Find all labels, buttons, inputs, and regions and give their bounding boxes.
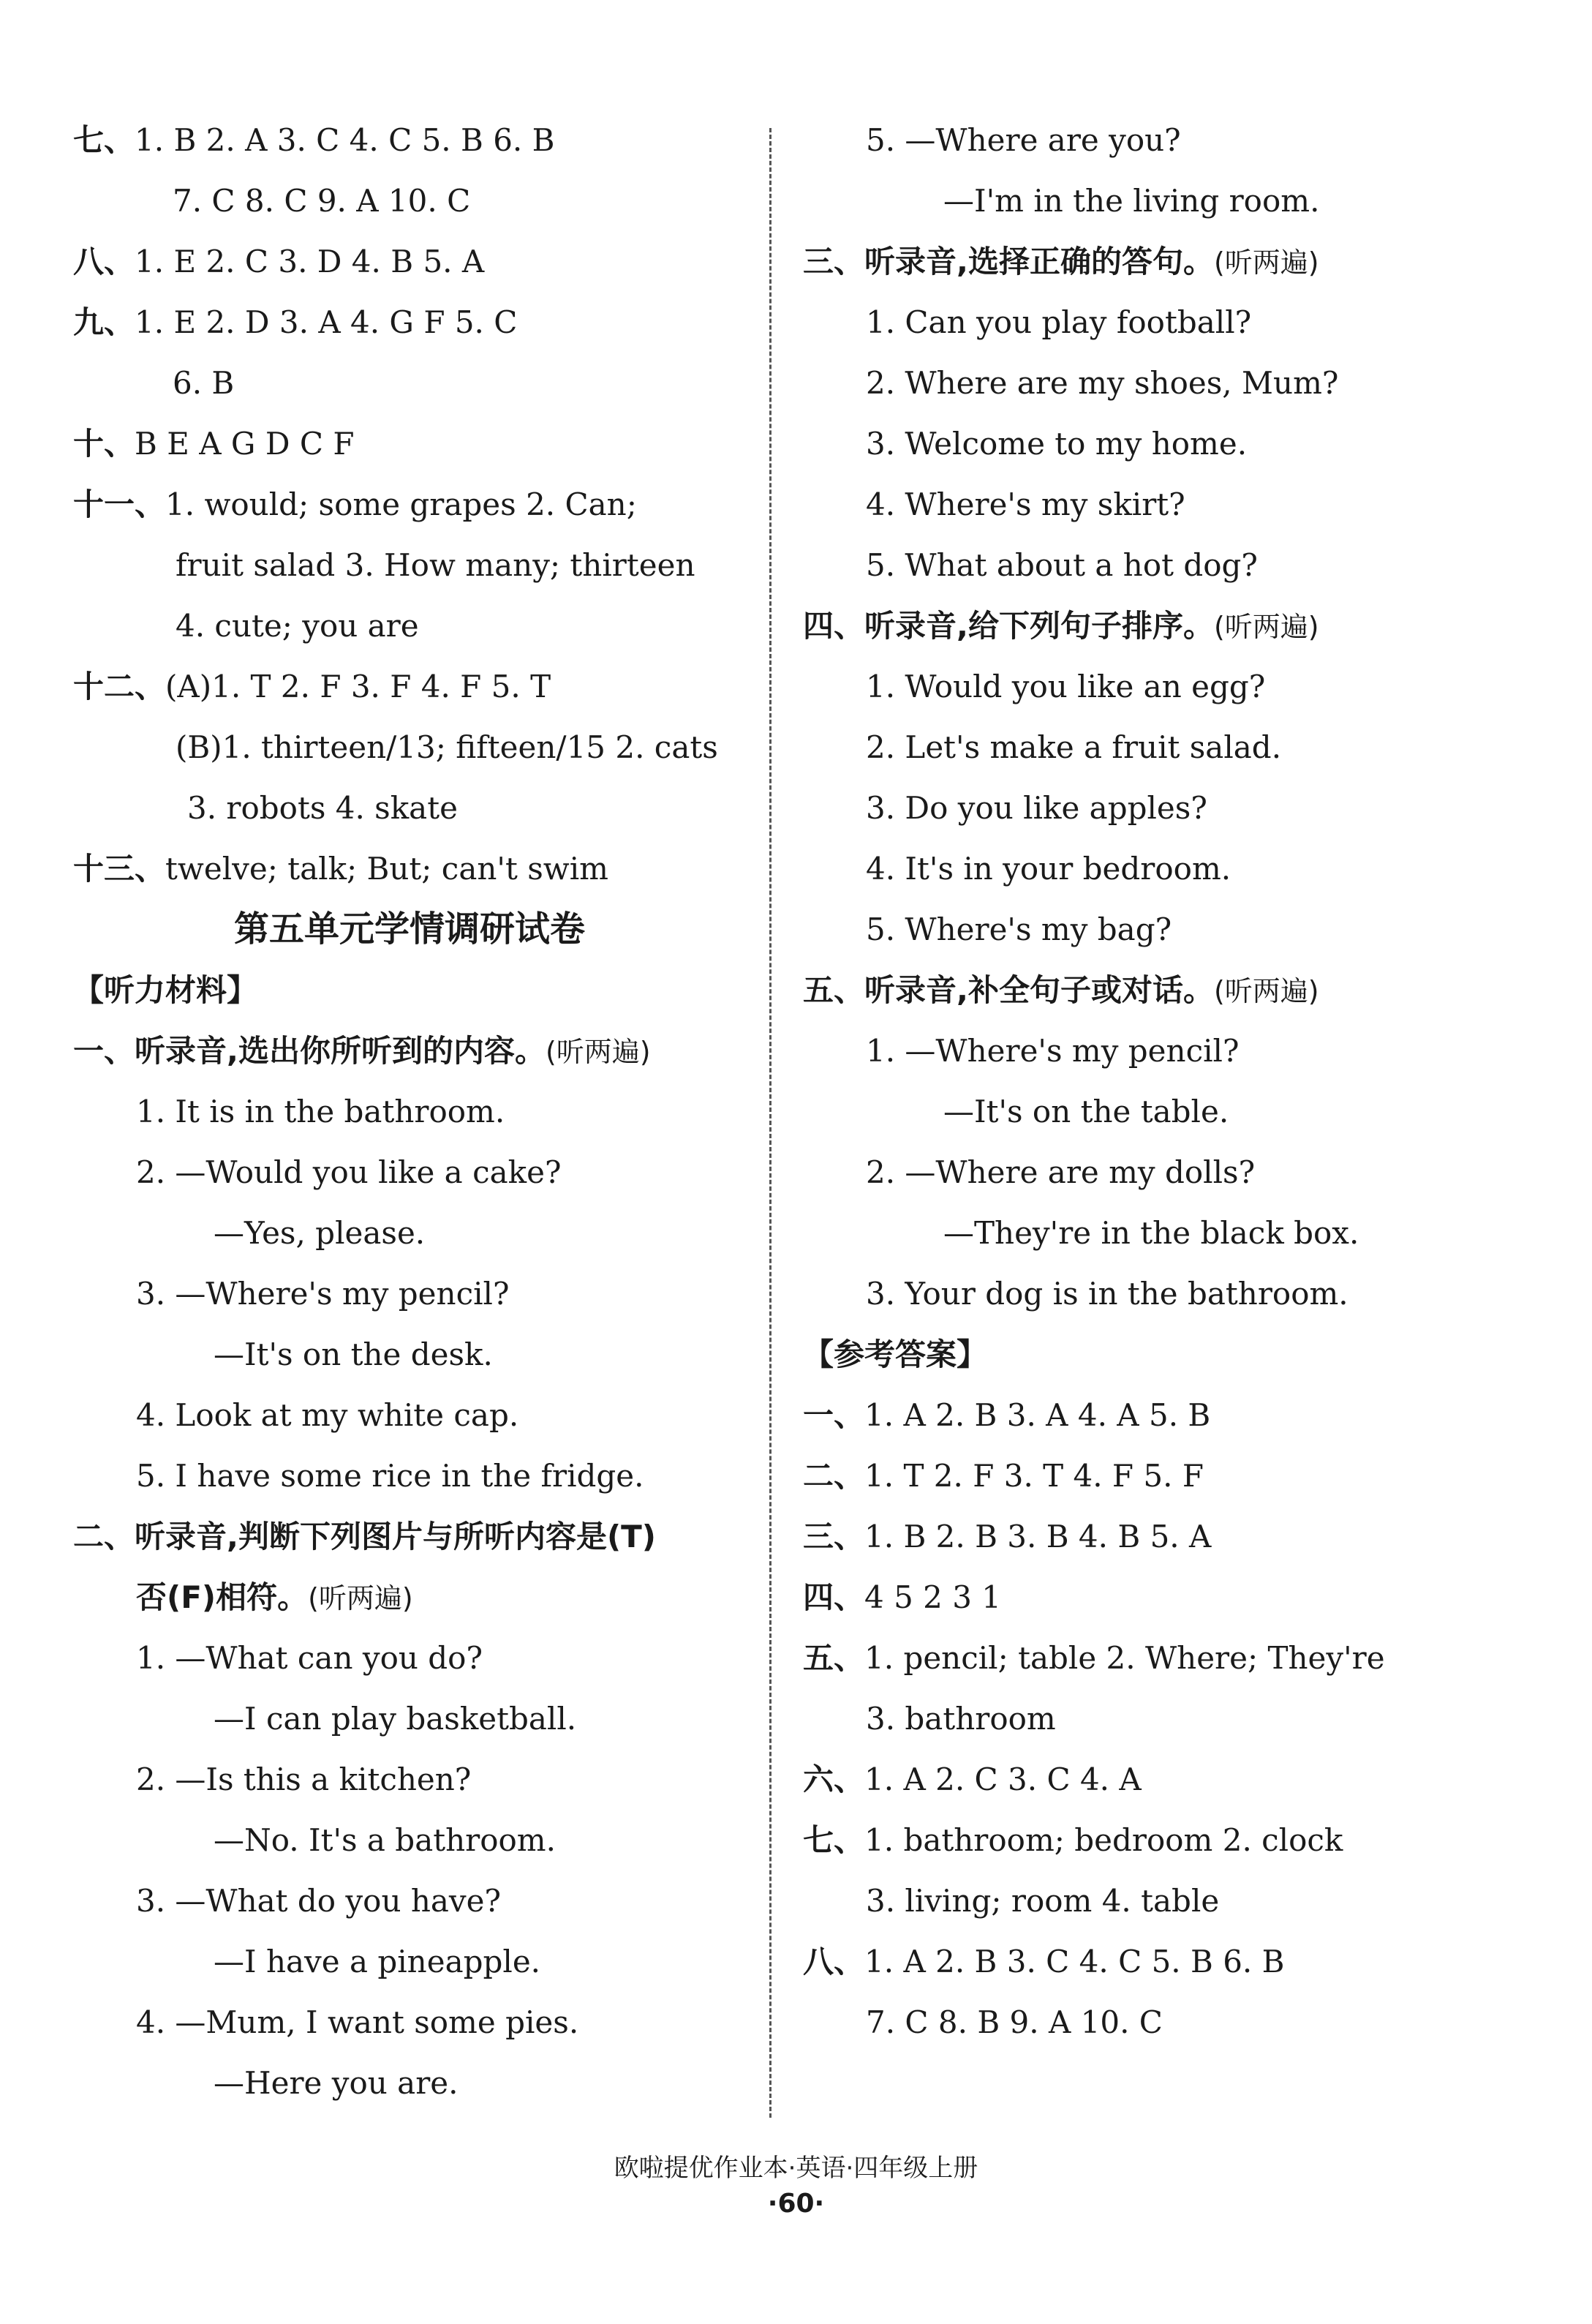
answer-line (73, 170, 746, 231)
section-2-item-text: —Here you are. (214, 2065, 459, 2101)
answer-number: 二、 (803, 1458, 865, 1494)
answer-text: 4 5 2 3 1 (864, 1579, 1002, 1615)
section-1-item-line (73, 1142, 746, 1203)
answer-text: (B)1. thirteen/13; fifteen/15 2. cats (176, 729, 718, 765)
section-1-note: (听两遍) (545, 1036, 651, 1068)
section-2-title-line-1: 二、听录音,判断下列图片与所听内容是(T) (73, 1519, 656, 1554)
answers-label: 【参考答案】 (803, 1336, 988, 1372)
section-4-title-text: 四、听录音,给下列句子排序。 (803, 608, 1214, 644)
answer-number: 十三、 (73, 851, 166, 887)
answer-text: 3. bathroom (866, 1701, 1056, 1737)
answer-number: 四、 (803, 1579, 865, 1615)
answer-line (73, 717, 746, 778)
section-5-item-text: —They're in the black box. (943, 1215, 1359, 1251)
section-2-item-line (73, 1992, 746, 2053)
answer-text: 1. A 2. C 3. C 4. A (864, 1761, 1142, 1797)
answer-line (73, 474, 746, 535)
section-1-item-text: —Yes, please. (214, 1215, 426, 1251)
answer-text: 1. bathroom; bedroom 2. clock (864, 1822, 1343, 1858)
section-2-item-text: 3. —What do you have? (136, 1883, 502, 1919)
section-2-item-line (73, 2053, 746, 2113)
listening-label: 【听力材料】 (73, 972, 258, 1008)
section-3-title-text: 三、听录音,选择正确的答句。 (803, 244, 1214, 279)
section-2-note: (听两遍) (308, 1582, 413, 1614)
section-5-item-text: 3. Your dog is in the bathroom. (866, 1276, 1348, 1312)
section-3-title (803, 231, 1520, 292)
section-1-item-line (73, 1324, 746, 1385)
answer-text: 7. C 8. C 9. A 10. C (173, 183, 471, 219)
section-4-item-text: 5. Where's my bag? (866, 911, 1172, 947)
section-1-item-line (73, 1081, 746, 1142)
section-5-item-text: 1. —Where's my pencil? (866, 1033, 1240, 1069)
answer-text: 3. robots 4. skate (187, 790, 458, 826)
answer-text: 4. cute; you are (176, 608, 419, 644)
section-5-item-text: 2. —Where are my dolls? (866, 1154, 1256, 1190)
unit-heading: 第五单元学情调研试卷 (233, 909, 585, 949)
section-3-item-text: 1. Can you play football? (866, 304, 1252, 340)
answer-text: 3. living; room 4. table (866, 1883, 1220, 1919)
answer-line (73, 413, 746, 474)
section-2-item-text: —I'm in the living room. (943, 183, 1320, 219)
answer-number: 五、 (803, 1640, 865, 1676)
section-5-title-text: 五、听录音,补全句子或对话。 (803, 972, 1214, 1008)
section-1-item-text: 2. —Would you like a cake? (136, 1154, 562, 1190)
section-1-item-text: 3. —Where's my pencil? (136, 1276, 510, 1312)
section-1-item-line (73, 1445, 746, 1506)
answer-number: 十二、 (73, 669, 166, 704)
answer-line (803, 1506, 1520, 1567)
answer-number: 七、 (73, 122, 135, 158)
section-2-item-text: —I can play basketball. (214, 1701, 577, 1737)
section-4-note: (听两遍) (1213, 611, 1319, 643)
section-3-item-line (803, 413, 1520, 474)
answer-text: 1. E 2. C 3. D 4. B 5. A (135, 244, 485, 279)
section-2-item-line (73, 1749, 746, 1810)
section-5-item-text: —It's on the table. (943, 1094, 1229, 1129)
answer-line (803, 1628, 1520, 1688)
answer-line (73, 292, 746, 353)
answer-line (73, 231, 746, 292)
answer-number: 十一、 (73, 486, 166, 522)
answer-text: 1. T 2. F 3. T 4. F 5. F (864, 1458, 1204, 1494)
answer-line (73, 656, 746, 717)
section-2-items (73, 1628, 746, 2113)
answer-line (73, 778, 746, 838)
answer-number: 三、 (803, 1519, 865, 1554)
section-2-item-text: —No. It's a bathroom. (214, 1822, 556, 1858)
section-2-item-line (803, 170, 1520, 231)
column-divider (769, 128, 772, 2118)
section-4-item-text: 4. It's in your bedroom. (866, 851, 1231, 887)
section-4-item-line (803, 899, 1520, 960)
section-5-item-line (803, 1020, 1520, 1081)
answer-line (803, 1810, 1520, 1870)
section-4-items (803, 656, 1520, 960)
answer-text: (A)1. T 2. F 3. F 4. F 5. T (165, 669, 551, 704)
answer-line (803, 1870, 1520, 1931)
section-1-title (73, 1020, 746, 1081)
section-1-item-text: 5. I have some rice in the fridge. (136, 1458, 644, 1494)
answer-text: B E A G D C F (135, 426, 355, 462)
section-3-note: (听两遍) (1213, 247, 1319, 279)
section-5-item-line (803, 1263, 1520, 1324)
section-1-item-text: 1. It is in the bathroom. (136, 1094, 505, 1129)
section-3-item-line (803, 292, 1520, 353)
answer-text: 1. E 2. D 3. A 4. G F 5. C (135, 304, 518, 340)
answer-text: twelve; talk; But; can't swim (165, 851, 608, 887)
answer-line (803, 1931, 1520, 1992)
section-2-item-text: 5. —Where are you? (866, 122, 1181, 158)
left-column (73, 110, 746, 2113)
section-2-title (73, 1506, 746, 1567)
answer-text: 1. B 2. A 3. C 4. C 5. B 6. B (135, 122, 555, 158)
section-5-note: (听两遍) (1213, 975, 1319, 1007)
answer-line (73, 838, 746, 899)
section-1-item-text: —It's on the desk. (214, 1336, 493, 1372)
section-4-title (803, 595, 1520, 656)
section-1-item-text: 4. Look at my white cap. (136, 1397, 519, 1433)
section-4-item-line (803, 778, 1520, 838)
answer-number: 八、 (803, 1944, 865, 1979)
section-2-item-line (803, 110, 1520, 170)
section-3-item-line (803, 353, 1520, 413)
section-2-item-text: —I have a pineapple. (214, 1944, 541, 1979)
section-2-item-line (73, 1870, 746, 1931)
answer-text: 6. B (173, 365, 235, 401)
section-4-item-line (803, 838, 1520, 899)
answer-text: 1. B 2. B 3. B 4. B 5. A (864, 1519, 1212, 1554)
answer-line (73, 535, 746, 595)
book-title: 欧啦提优作业本·英语·四年级上册 (614, 2154, 978, 2183)
section-3-item-text: 2. Where are my shoes, Mum? (866, 365, 1339, 401)
section-5-item-line (803, 1081, 1520, 1142)
page-footer (0, 2151, 1592, 2222)
section-5-item-line (803, 1142, 1520, 1203)
section-5-title (803, 960, 1520, 1020)
answer-number: 一、 (803, 1397, 865, 1433)
answer-text: 1. pencil; table 2. Where; They're (864, 1640, 1385, 1676)
section-3-item-line (803, 474, 1520, 535)
section-2-item-text: 2. —Is this a kitchen? (136, 1761, 472, 1797)
answer-line (73, 110, 746, 170)
section-1-items (73, 1081, 746, 1506)
answer-number: 十、 (73, 426, 135, 462)
answer-line (803, 1688, 1520, 1749)
answer-line (803, 1749, 1520, 1810)
section-4-item-text: 3. Do you like apples? (866, 790, 1207, 826)
section-1-item-line (73, 1385, 746, 1445)
previous-unit-answers (73, 110, 746, 899)
answer-number: 七、 (803, 1822, 865, 1858)
section-3-item-text: 3. Welcome to my home. (866, 426, 1248, 462)
section-3-items (803, 292, 1520, 595)
section-2-title-line-2: 否(F)相符。 (136, 1579, 309, 1615)
answer-line (73, 353, 746, 413)
section-2-item-text: 1. —What can you do? (136, 1640, 483, 1676)
section-2-item-line (73, 1810, 746, 1870)
answer-number: 六、 (803, 1761, 865, 1797)
section-2-item-line (73, 1931, 746, 1992)
answer-line (803, 1445, 1520, 1506)
section-4-item-text: 2. Let's make a fruit salad. (866, 729, 1282, 765)
answer-line (803, 1567, 1520, 1628)
section-2-item-line (73, 1628, 746, 1688)
section-2-item-text: 4. —Mum, I want some pies. (136, 2004, 579, 2040)
section-3-item-text: 4. Where's my skirt? (866, 486, 1185, 522)
section-5-items (803, 1020, 1520, 1324)
section-4-item-line (803, 656, 1520, 717)
answer-text: 7. C 8. B 9. A 10. C (866, 2004, 1163, 2040)
section-3-item-line (803, 535, 1520, 595)
section-1-item-line (73, 1203, 746, 1263)
section-5-item-line (803, 1203, 1520, 1263)
section-2-item-line (73, 1688, 746, 1749)
section-1-item-line (73, 1263, 746, 1324)
answer-line (73, 595, 746, 656)
answer-line (803, 1992, 1520, 2053)
section-2-title-cont (73, 1567, 746, 1628)
right-column (803, 110, 1520, 2053)
section-3-item-text: 5. What about a hot dog? (866, 547, 1258, 583)
answer-key (803, 1385, 1520, 2053)
answer-text: 1. would; some grapes 2. Can; (165, 486, 637, 522)
section-1-title-text: 一、听录音,选出你所听到的内容。 (73, 1033, 546, 1069)
answer-line (803, 1385, 1520, 1445)
section-2-items-cont (803, 110, 1520, 231)
section-4-item-text: 1. Would you like an egg? (866, 669, 1266, 704)
answer-number: 八、 (73, 244, 135, 279)
answer-text: 1. A 2. B 3. A 4. A 5. B (864, 1397, 1211, 1433)
section-4-item-line (803, 717, 1520, 778)
answer-text: 1. A 2. B 3. C 4. C 5. B 6. B (864, 1944, 1285, 1979)
answer-text: fruit salad 3. How many; thirteen (176, 547, 695, 583)
page-number: ·60· (767, 2189, 825, 2219)
answer-number: 九、 (73, 304, 135, 340)
